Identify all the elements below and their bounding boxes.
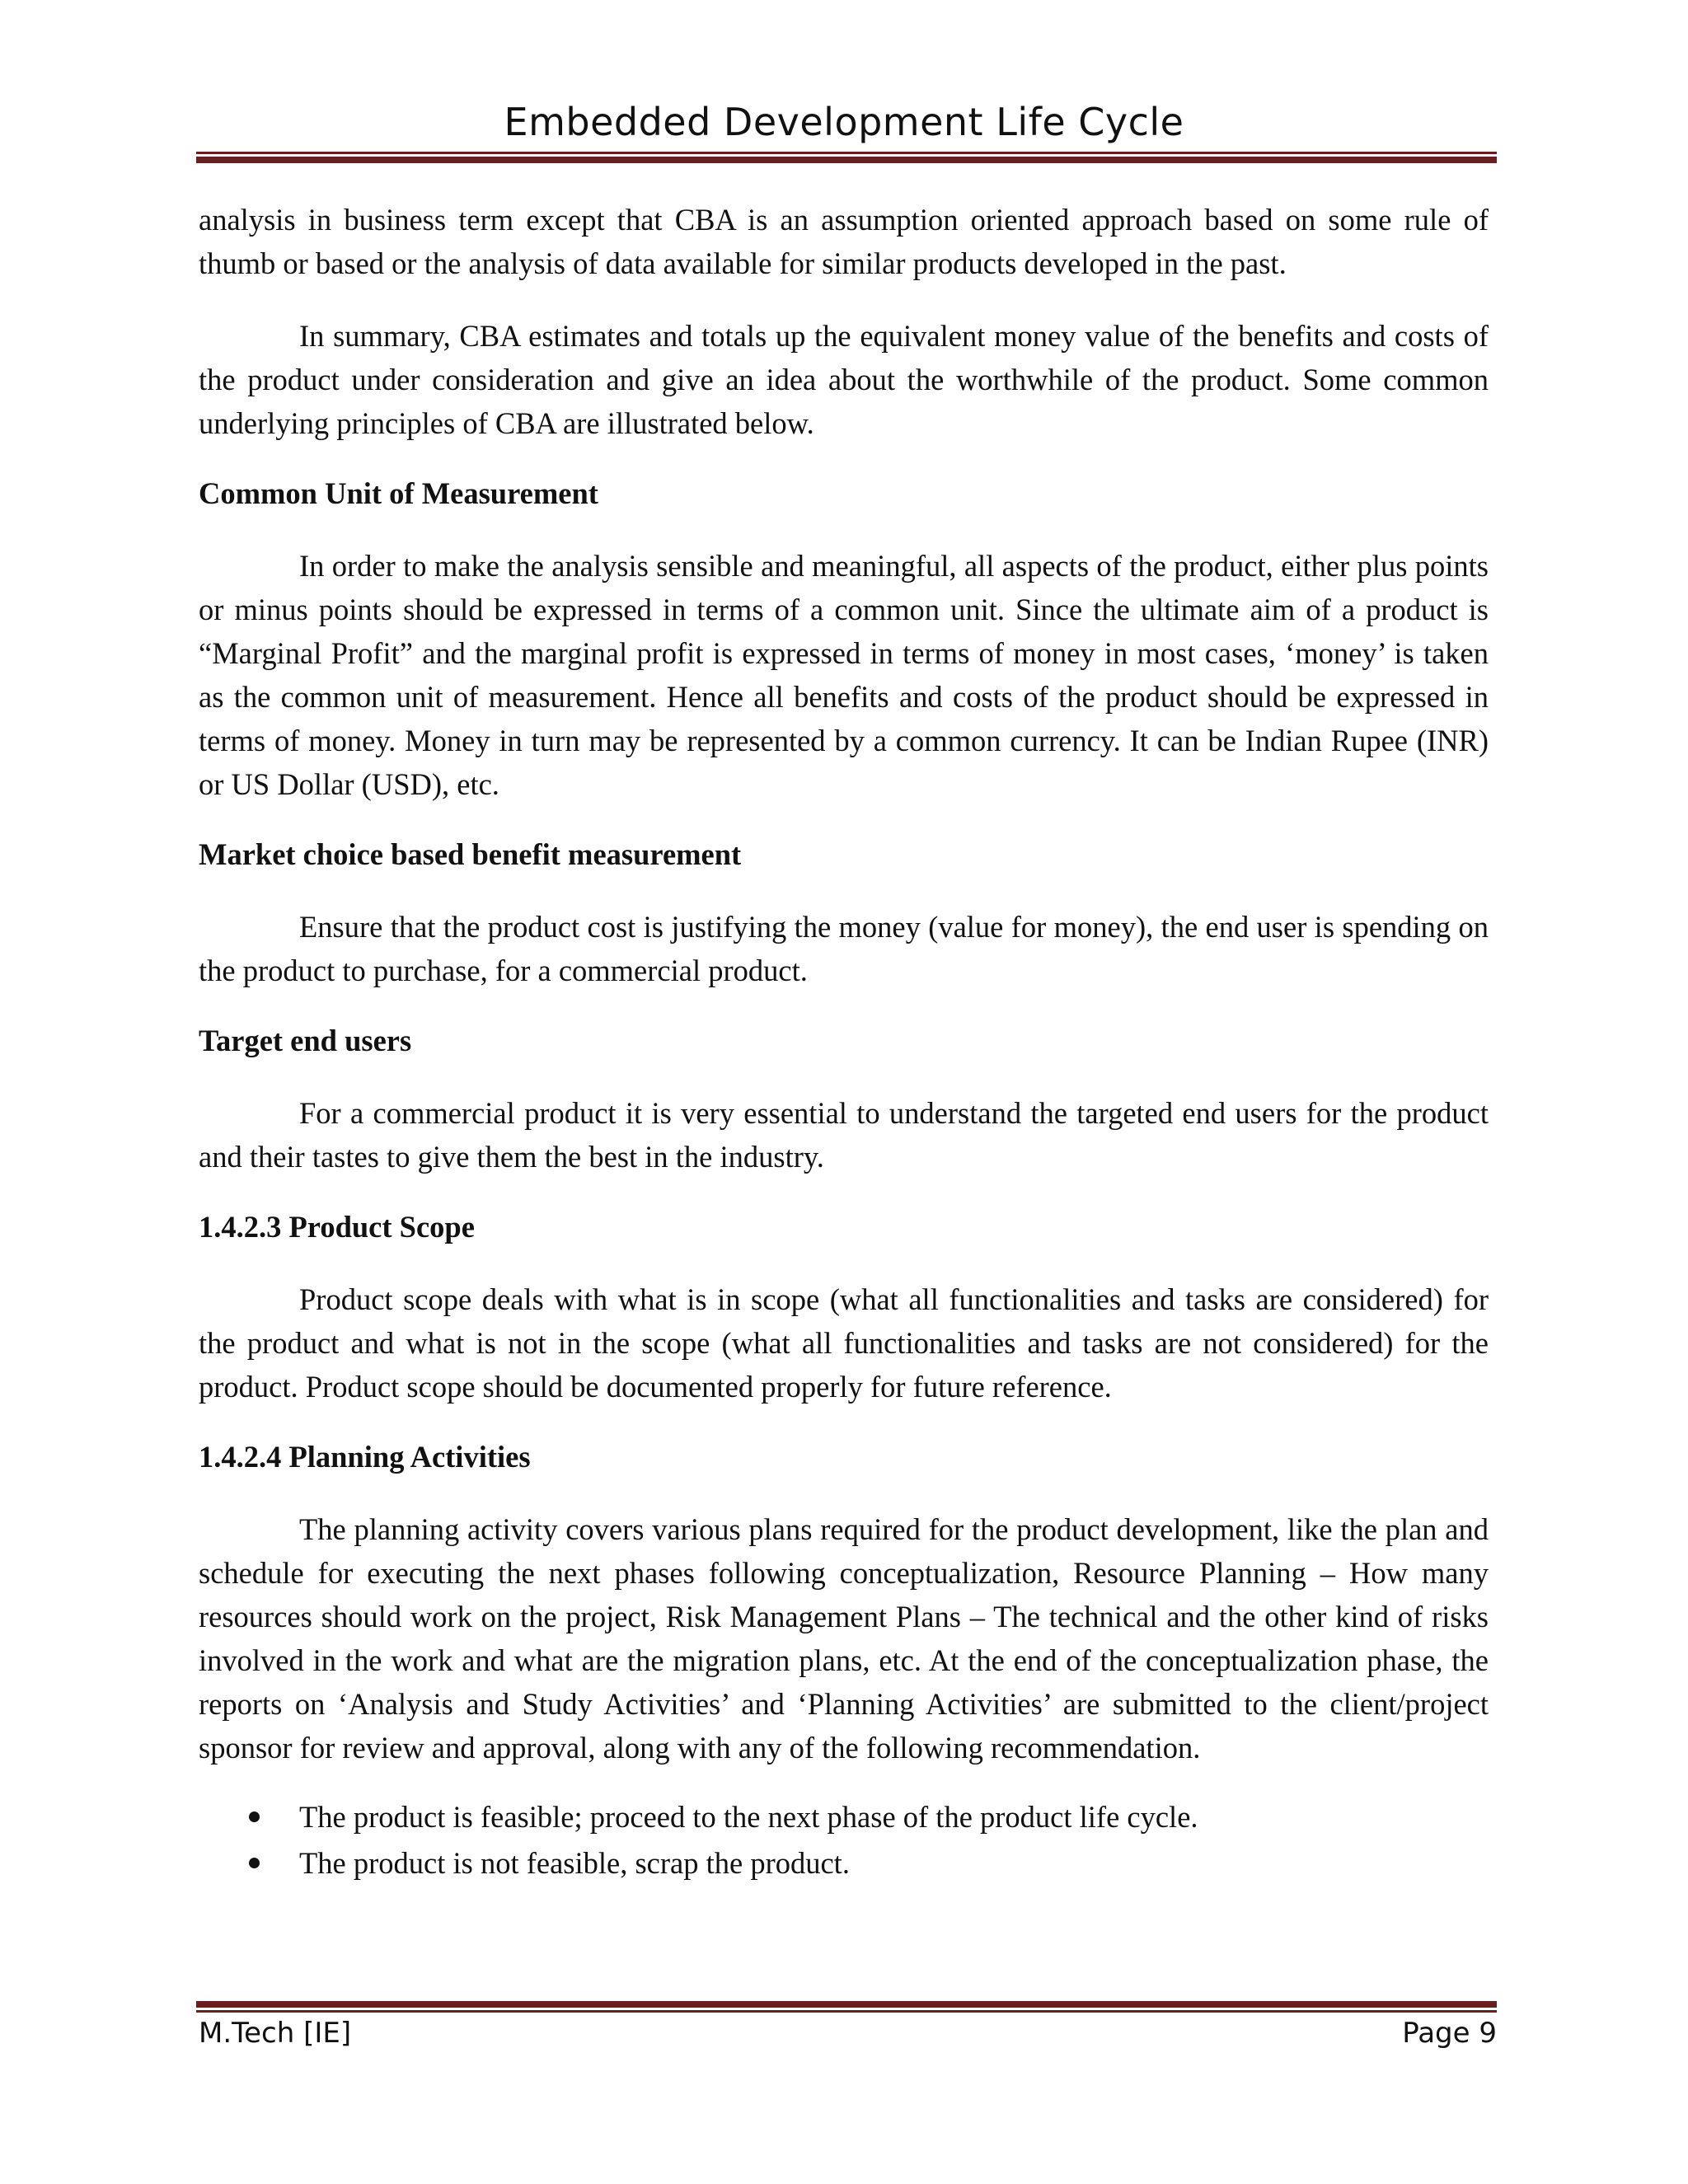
list-item — [199, 1840, 1489, 1886]
heading-planning-activities: 1.4.2.4 Planning Activities — [199, 1440, 531, 1474]
footer-course-label: M.Tech [IE] — [199, 2017, 352, 2050]
footer-rule — [196, 2001, 1497, 2013]
paragraph-market-choice: Ensure that the product cost is justifying the money (value for money), the end user is spending on the product to purchase, for a commercial product. — [199, 910, 1489, 987]
paragraph-planning-activities: The planning activity covers various plans required for the product development, like the plan and schedule for executing the next phases following conceptualization, Resource Planning – How many resources should work on the project, Risk Management Plans – The technical and the other kind of risks involved in the work and what are the migration plans, etc. At the end of the conceptualization phase, the reports on ‘Analysis and Study Activities’ and ‘Planning Activities’ are submitted to the client/project sponsor for review and approval, along with any of the following recommendation. — [199, 1512, 1489, 1765]
recommendation-list — [199, 1794, 1489, 1886]
list-item — [199, 1794, 1489, 1840]
paragraph-common-unit: In order to make the analysis sensible and meaningful, all aspects of the product, either plus points or minus points should be expressed in terms of a common unit. Since the ultimate aim of a product is “Marginal Profit” and the marginal profit is expressed in terms of money in most cases, ‘money’ is taken as the common unit of measurement. Hence all benefits and costs of the product should be expressed in terms of money. Money in turn may be represented by a common currency. It can be Indian Rupee (INR) or US Dollar (USD), etc. — [199, 549, 1489, 801]
heading-product-scope: 1.4.2.3 Product Scope — [199, 1210, 475, 1244]
bullet-icon — [249, 1858, 260, 1868]
footer-page-number: Page 9 — [1402, 2017, 1497, 2050]
heading-common-unit: Common Unit of Measurement — [199, 476, 598, 510]
paragraph-target-end-users: For a commercial product it is very essential to understand the targeted end users for the product and their tastes to give them the best in the industry. — [199, 1096, 1489, 1174]
paragraph-product-scope: Product scope deals with what is in scope (what all functionalities and tasks are considered) for the product and what is not in the scope (what all functionalities and tasks are not considered) for the product. Product scope should be documented properly for future reference. — [199, 1282, 1489, 1404]
list-item-text: The product is not feasible, scrap the product. — [299, 1846, 850, 1880]
bullet-icon — [249, 1811, 260, 1822]
heading-target-end-users: Target end users — [199, 1024, 412, 1057]
page-body — [199, 198, 1489, 1886]
list-item-text: The product is feasible; proceed to the next phase of the product life cycle. — [299, 1800, 1198, 1834]
paragraph-cba-summary: In summary, CBA estimates and totals up the equivalent money value of the benefits and costs of the product under consideration and give an idea about the worthwhile of the product. Some common underlying principles of CBA are illustrated below. — [199, 319, 1489, 440]
heading-market-choice: Market choice based benefit measurement — [199, 837, 742, 871]
header-rule — [196, 152, 1497, 163]
paragraph-cba-continuation: analysis in business term except that CBA is an assumption oriented approach based on some rule of thumb or based or the analysis of data available for similar products developed in the past. — [199, 203, 1489, 280]
page-header-title: Embedded Development Life Cycle — [504, 100, 1184, 144]
